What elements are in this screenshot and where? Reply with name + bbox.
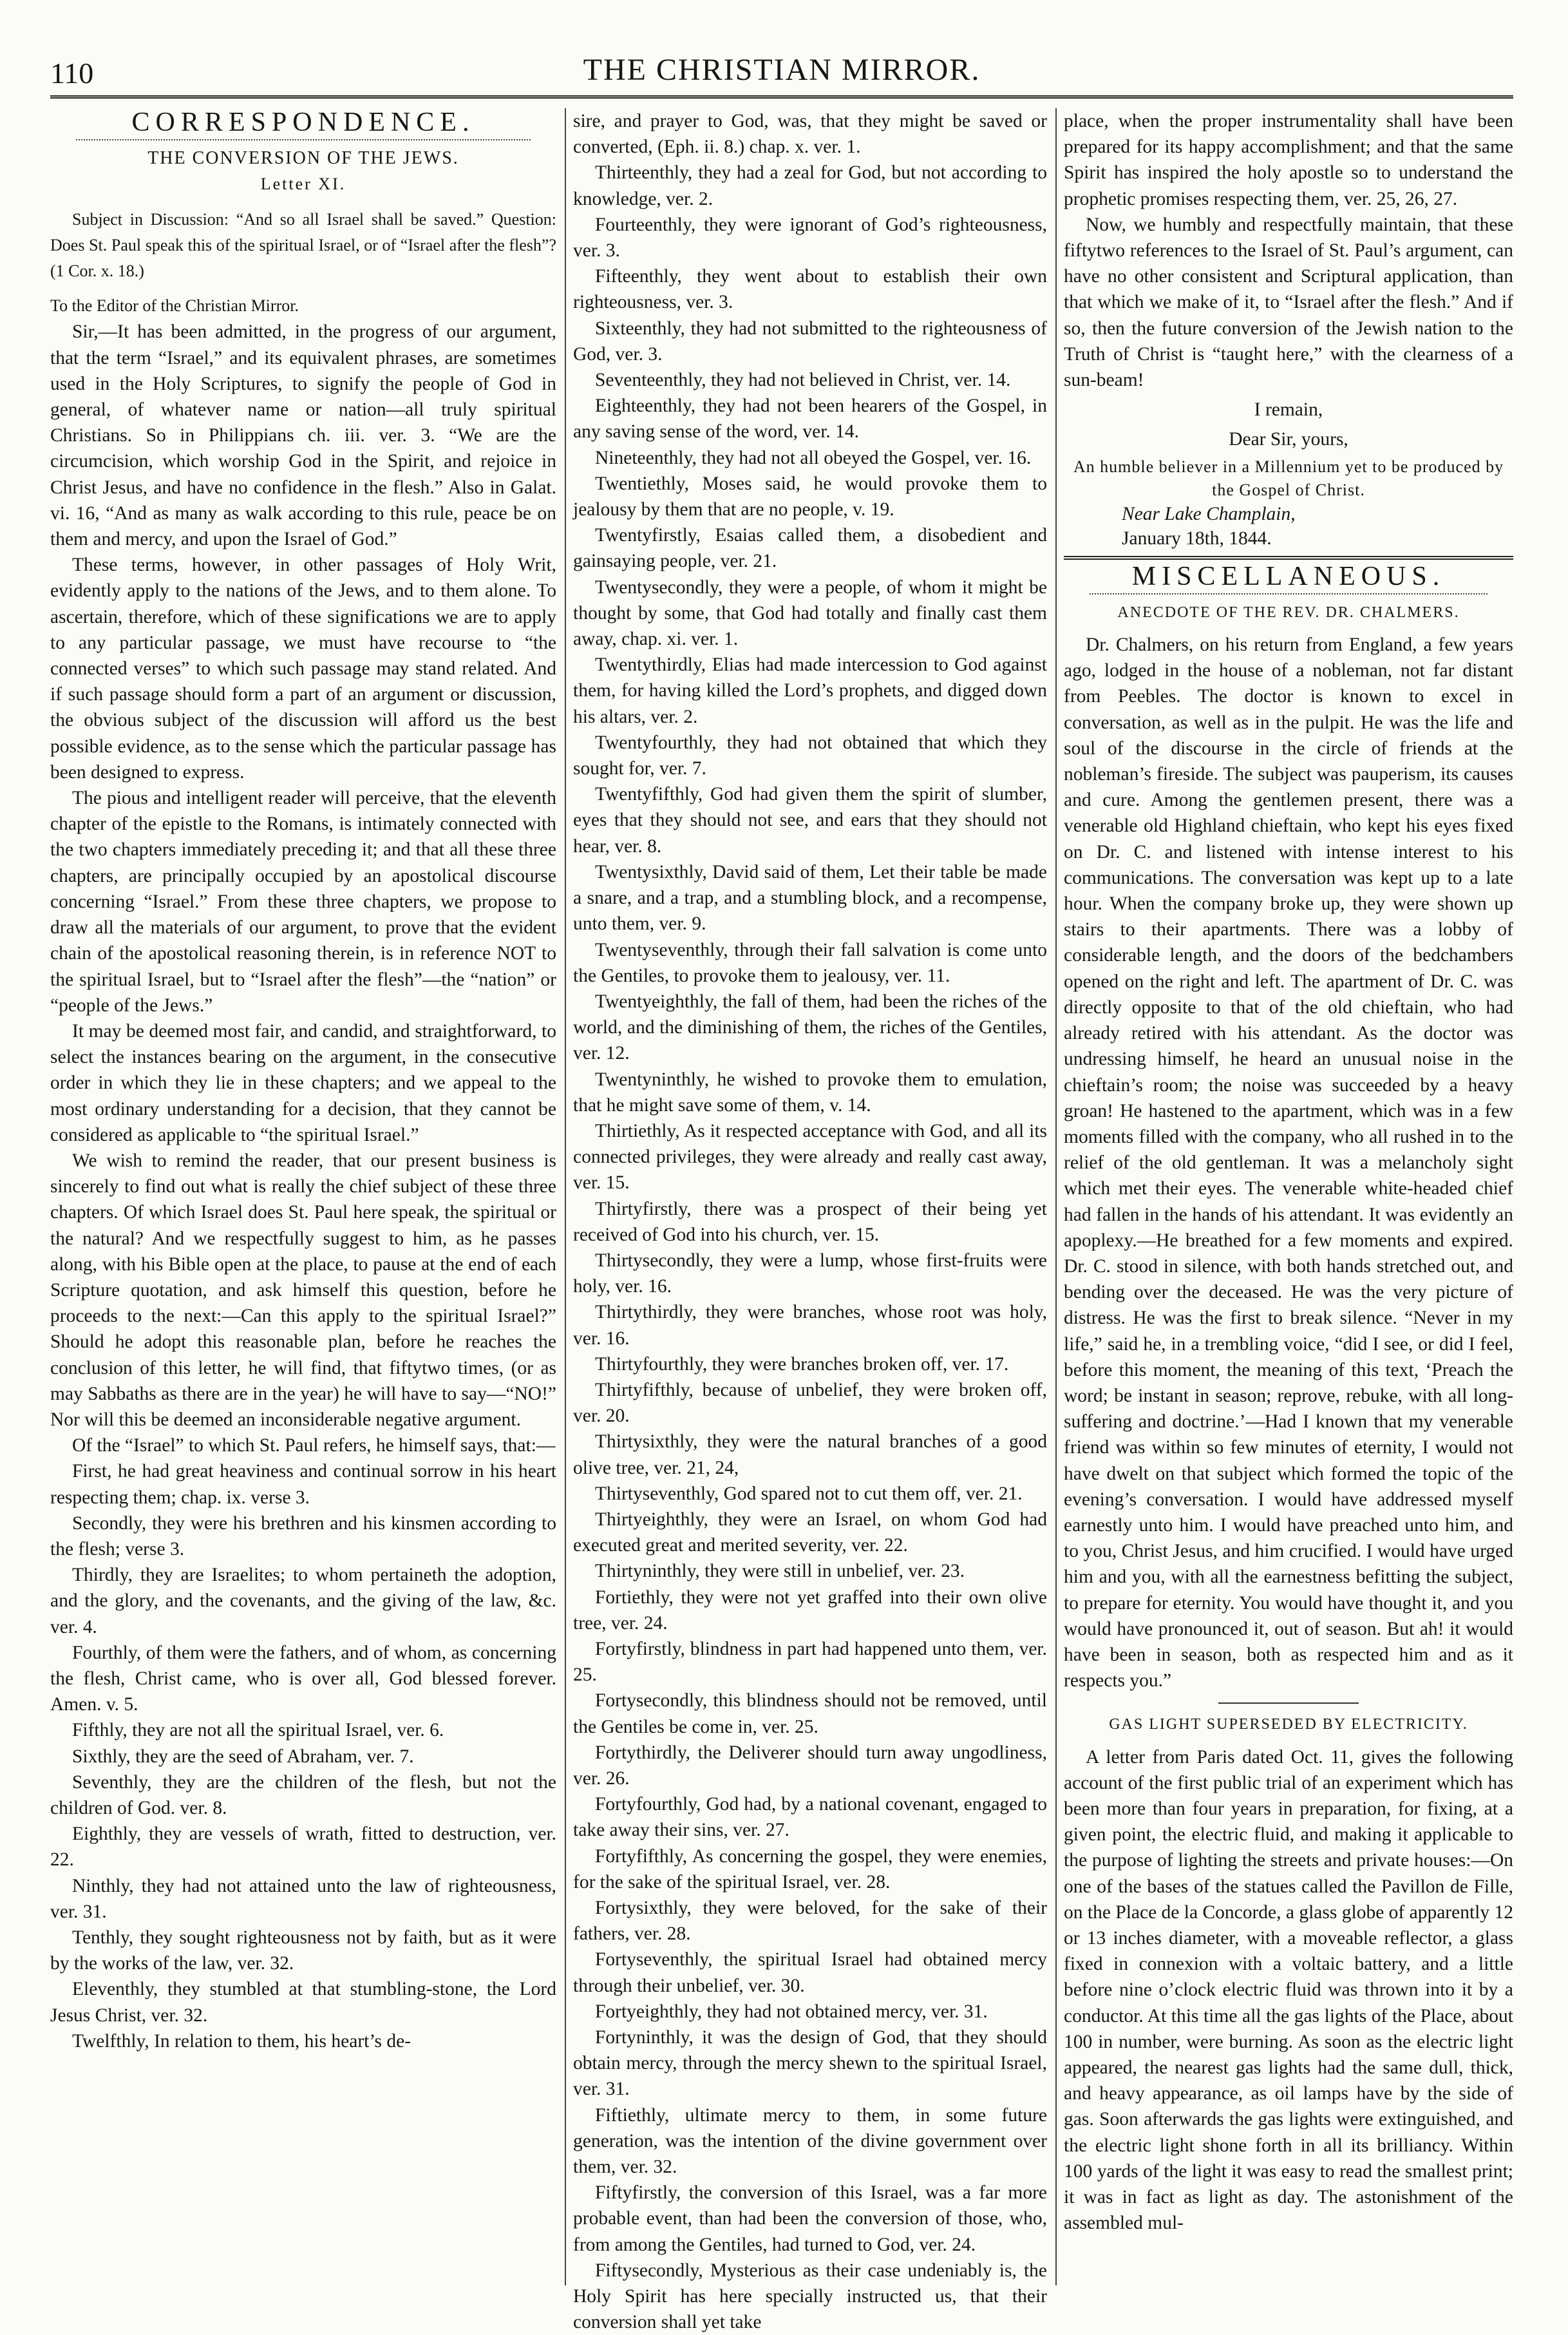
paragraph: Twentyseventhly, through their fall salvation is come unto the Gentiles, to provoke them to jealousy, ver. 11. — [573, 939, 1047, 986]
paragraph: Twentyfourthly, they had not obtained that which they sought for, ver. 7. — [573, 732, 1047, 779]
publication-title: THE CHRISTIAN MIRROR. — [583, 53, 981, 87]
paragraph: Twelfthly, In relation to them, his heart’s de- — [72, 2030, 411, 2052]
paragraph: Fiftysecondly, Mysterious as their case undeniably is, the Holy Spirit has here specially instructed us, that their conversion shall yet take — [573, 2260, 1047, 2333]
signature-closing: I remain, — [1254, 399, 1323, 421]
paragraph: Eighthly, they are vessels of wrath, fitted to destruction, ver. 22. — [50, 1824, 556, 1871]
paragraph: Of the “Israel” to which St. Paul refers, he himself says, that:— — [72, 1435, 556, 1456]
paragraph: Thirdly, they are Israelites; to whom pertaineth the adoption, and the glory, and the covenants, and the giving of the law, &c. ver. 4. — [50, 1565, 556, 1637]
paragraph: Twentyninthly, he wished to provoke them to emulation, that he might save some of them, v. 14. — [573, 1069, 1047, 1116]
short-rule — [1218, 1702, 1359, 1704]
paragraph: Fortyfourthly, God had, by a national covenant, engaged to take away their sins, ver. 27. — [573, 1794, 1047, 1841]
paragraph: Thirtyninthly, they were still in unbelief, ver. 23. — [595, 1561, 965, 1582]
paragraph: A letter from Paris dated Oct. 11, gives the following account of the first public trial of an experiment which has been more than four years in preparation, for fixing, at a given point, the electric fluid, and making it applicable to the purpose of lighting the streets and private houses:—On one of the bases of the statues called the Pavillon de Fille, on the Place de la Concorde, a glass globe of apparently 12 or 13 inches diameter, with a moveable reflector, a glass fixed in connexion with a voltaic battery, and a little before nine o’clock electric fluid was thrown into it by a conductor. At this time all the gas lights of the Place, about 100 in number, were burning. As soon as the electric light appeared, the nearest gas lights had the same dull, thick, and heavy appearance, as oil lamps have by the side of gas. Soon afterwards the gas lights were extinguished, and the electric light shone forth in all its brilliancy. Within 100 yards of the light it was easy to read the smallest print; it was in fact as light as day. The astonishment of the assembled mul- — [1064, 1746, 1513, 2234]
paragraph: Fortiethly, they were not yet graffed into their own olive tree, ver. 24. — [573, 1587, 1047, 1634]
paragraph: Fortyninthly, it was the design of God, that they should obtain mercy, through the mercy shewn to the spiritual Israel, ver. 31. — [573, 2027, 1047, 2100]
page-number: 110 — [50, 57, 94, 90]
dotted-rule — [76, 139, 531, 140]
subject-line: Subject in Discussion: “And so all Israel shall be saved.” Question: Does St. Paul speak this of the spiritual Israel, or of “Israel after the flesh”? (1 Cor. x. 18.) — [50, 209, 556, 281]
paragraph: Thirtyfifthly, because of unbelief, they were broken off, ver. 20. — [573, 1379, 1047, 1427]
signature-signer: An humble believer in a Millennium yet to be produced by the Gospel of Christ. — [1073, 457, 1504, 499]
paragraph: Twentysixthly, David said of them, Let their table be made a snare, and a trap, and a stumbling block, and a recompense, unto them, ver. 9. — [573, 861, 1047, 935]
paragraph: Seventeenthly, they had not believed in Christ, ver. 14. — [595, 370, 1011, 391]
paragraph: Fortyfifthly, As concerning the gospel, they were enemies, for the sake of the spiritual Israel, ver. 28. — [573, 1845, 1047, 1892]
paragraph: Twentyeighthly, the fall of them, had been the riches of the world, and the diminishing of them, the riches of the Gentiles, ver. 12. — [573, 991, 1047, 1064]
letter-number: Letter XI. — [260, 175, 346, 194]
paragraph: The pious and intelligent reader will perceive, that the eleventh chapter of the epistle to the Romans, is intimately connected with the two chapters immediately preceding it; and that all these three chapters, are principally occupied by an apostolical discourse concerning “Israel.” From these three chapters, we propose to draw all the materials of our argument, to prove that the evident chain of the apostolical reasoning therein, is in reference NOT to the spiritual Israel, but to “Israel after the flesh”—the “nation” or “people of the Jews.” — [50, 788, 556, 1016]
paragraph: place, when the proper instrumentality shall have been prepared for its happy accomplishment; and that the same Spirit has inspired the holy apostle so to understand the prophetic promises respecting them, ver. 25, 26, 27. — [1064, 111, 1513, 209]
paragraph: Fortythirdly, the Deliverer should turn away ungodliness, ver. 26. — [573, 1742, 1047, 1789]
paragraph: Thirtyseventhly, God spared not to cut them off, ver. 21. — [595, 1483, 1023, 1504]
paragraph: Fortyeighthly, they had not obtained mercy, ver. 31. — [595, 2001, 988, 2022]
paragraph: Thirtyeighthly, they were an Israel, on whom God had executed great and merited severity, ver. 22. — [573, 1509, 1047, 1556]
paragraph: Twentyfifthly, God had given them the spirit of slumber, eyes that they should not see, and ears that they should not hear, ver. 8. — [573, 784, 1047, 857]
column-3 — [1064, 108, 1513, 2285]
paragraph: Eleventhly, they stumbled at that stumbling-stone, the Lord Jesus Christ, ver. 32. — [50, 1979, 556, 2026]
double-rule — [1064, 556, 1513, 560]
paragraph: Twentyfirstly, Esaias called them, a disobedient and gainsaying people, ver. 21. — [573, 525, 1047, 572]
paragraph: Thirteenthly, they had a zeal for God, but not according to knowledge, ver. 2. — [573, 162, 1047, 209]
paragraph: Fortyseventhly, the spiritual Israel had obtained mercy through their unbelief, ver. 30. — [573, 1949, 1047, 1996]
paragraph: Seventhly, they are the children of the flesh, but not the children of God. ver. 8. — [50, 1771, 556, 1818]
newspaper-page — [50, 45, 1513, 2333]
paragraph: Now, we humbly and respectfully maintain, that these fiftytwo references to the Israel of St. Paul’s argument, can have no other consistent and Scriptural application, than that which we make of it, to “Israel after the flesh.” And if so, then the future conversion of the Jewish nation to the Truth of Christ is “taught here,” with the clearness of a sun-beam! — [1064, 214, 1513, 391]
paragraph: Fourthly, of them were the fathers, and of whom, as concerning the flesh, Christ came, who is over all, God blessed forever. Amen. v. 5. — [50, 1642, 556, 1715]
paragraph: Fifteenthly, they went about to establish their own righteousness, ver. 3. — [573, 266, 1047, 313]
paragraph: Thirtyfourthly, they were branches broken off, ver. 17. — [595, 1353, 1009, 1375]
column-divider — [565, 108, 566, 2285]
paragraph: Thirtysixthly, they were the natural branches of a good olive tree, ver. 21, 24, — [573, 1431, 1047, 1478]
paragraph: Tenthly, they sought righteousness not by faith, but as it were by the works of the law, ver. 32. — [50, 1927, 556, 1974]
paragraph: Thirtysecondly, they were a lump, whose first-fruits were holy, ver. 16. — [573, 1250, 1047, 1297]
article-title: THE CONVERSION OF THE JEWS. — [147, 148, 459, 169]
paragraph: It may be deemed most fair, and candid, and straightforward, to select the instances bearing on the argument, in the consecutive order in which they lie in these chapters; and we appeal to the most ordinary understanding for a decision, that they cannot be considered as applicable to “the spiritual Israel.” — [50, 1020, 556, 1145]
dotted-rule — [1090, 593, 1488, 595]
section-title-miscellaneous: MISCELLANEOUS. — [1131, 561, 1446, 591]
paragraph: Ninthly, they had not attained unto the law of righteousness, ver. 31. — [50, 1875, 556, 1922]
paragraph: These terms, however, in other passages of Holy Writ, evidently apply to the nations of the Jews, and to them alone. To ascertain, therefore, which of these significations we are to apply to any particular passage, we must have recourse to “the connected verses” to which such passage may stand related. And if such passage should form a part of an argument or discussion, the obvious subject of the discussion will afford us the best possible evidence, as to the sense which the particular passage has been designed to express. — [50, 555, 556, 783]
paragraph: We wish to remind the reader, that our present business is sincerely to find out what is really the chief subject of these three chapters. Of which Israel does St. Paul here speak, the spiritual or the natural? And we respectfully suggest to him, as he passes along, with his Bible open at the place, to pause at the end of each Scripture quotation, and ask himself this question, before he proceeds to the next:—Can this apply to the spiritual Israel?” Should he adopt this reasonable plan, before he reaches the conclusion of this letter, he will find, that fiftytwo times, (or as may Sabbaths as there are in the year) he will have to say—“NO!” Nor will this be deemed an inconsiderable negative argument. — [50, 1150, 556, 1430]
paragraph: Secondly, they were his brethren and his kinsmen according to the flesh; verse 3. — [50, 1512, 556, 1559]
column-1 — [50, 108, 556, 2285]
paragraph: Fiftyfirstly, the conversion of this Israel, was a far more probable event, than had been the conversion of those, who, from among the Gentiles, had turned to God, ver. 24. — [573, 2182, 1047, 2255]
paragraph: Twentythirdly, Elias had made intercession to God against them, for having killed the Lord’s prophets, and digged down his altars, ver. 2. — [573, 654, 1047, 727]
paragraph: Fortysixthly, they were beloved, for the sake of their fathers, ver. 28. — [573, 1898, 1047, 1945]
paragraph: Thirtiethly, As it respected acceptance with God, and all its connected privileges, they were already and really cast away, ver. 15. — [573, 1120, 1047, 1194]
paragraph: Sir,—It has been admitted, in the progress of our argument, that the term “Israel,” and its equivalent phrases, are sometimes used in the Holy Scriptures, to signify the people of God in general, of whatever name or nation—all truly spiritual Christians. So in Philippians ch. iii. ver. 3. “We are the circumcision, which worship God in the Spirit, and rejoice in Christ Jesus, and have no confidence in the flesh.” Also in Galat. vi. 16, “And as many as walk according to this rule, peace be on them and mercy, and upon the Israel of God.” — [50, 321, 556, 550]
signature-date: January 18th, 1844. — [1122, 528, 1272, 549]
paragraph: Thirtyfirstly, there was a prospect of their being yet received of God into his church, ver. 15. — [573, 1198, 1047, 1245]
paragraph: Fortysecondly, this blindness should not be removed, until the Gentiles be come in, ver. 25. — [573, 1690, 1047, 1737]
paragraph: Nineteenthly, they had not all obeyed the Gospel, ver. 16. — [595, 447, 1032, 468]
paragraph: Sixteenthly, they had not submitted to the righteousness of God, ver. 3. — [573, 318, 1047, 365]
paragraph: Sixthly, they are the seed of Abraham, ver. 7. — [72, 1746, 414, 1767]
paragraph: Fifthly, they are not all the spiritual Israel, ver. 6. — [72, 1720, 444, 1741]
header-rule — [50, 95, 1513, 101]
signature-place: Near Lake Champlain, — [1122, 503, 1296, 524]
paragraph: sire, and prayer to God, was, that they might be saved or converted, (Eph. ii. 8.) chap. x. ver. 1. — [573, 111, 1047, 158]
addressee: To the Editor of the Christian Mirror. — [50, 296, 299, 316]
paragraph: Eighteenthly, they had not been hearers of the Gospel, in any saving sense of the word, ver. 14. — [573, 396, 1047, 443]
column-divider — [1055, 108, 1057, 2285]
paragraph: Twentiethly, Moses said, he would provoke them to jealousy by them that are no people, v. 19. — [573, 473, 1047, 520]
paragraph: Dr. Chalmers, on his return from England, a few years ago, lodged in the house of a nobleman, not far distant from Peebles. The doctor is known to excel in conversation, as well as in the pulpit. He was the life and soul of the discourse in the circle of friends at the nobleman’s fireside. The subject was pauperism, its causes and cure. Among the gentlemen present, there was a venerable old Highland chieftain, who kept his eyes fixed on Dr. C. and listened with intense interest to his communications. The conversation was kept up to a late hour. When the company broke up, they were shown up stairs to their apartments. There was a lobby of considerable length, and the doors of the bedchambers opened on the right and left. The apartment of Dr. C. was directly opposite to that of the old chieftain, who had already retired with his attendant. As the doctor was undressing himself, he heard an unusual noise in the chieftain’s room; the noise was succeeded by a heavy groan! He hastened to the apartment, which was in a few moments filled with the company, who all rushed in to the relief of the old gentleman. It was a melancholy sight which met their eyes. The venerable white-headed chief had fallen in the hands of his attendant. It was evidently an apoplexy.—He breathed for a few moments and expired. Dr. C. stood in silence, with both hands stretched out, and bending over the deceased. He was the very picture of distress. He was the first to break silence. “Never in my life,” said he, in a trembling voice, “did I see, or did I feel, before this moment, the meaning of this text, ‘Preach the word; be instant in season; reprove, rebuke, with all long-suffering and doctrine.’—Had I known that my venerable friend was within so few minutes of eternity, I would not have dwelt on that subject which formed the topic of the evening’s conversation. I would have addressed myself earnestly unto him. I would have preached unto him, and to you, Christ Jesus, and him crucified. I would have urged him and you, with all the earnestness befitting the subject, to prepare for eternity. You would have thought it, and you would have pronounced it, out of season. But ah! it would have been in season, both as respected him and as it respects you.” — [1064, 634, 1513, 1692]
anecdote-title: ANECDOTE OF THE REV. DR. CHALMERS. — [1117, 604, 1460, 621]
paragraph: Fiftiethly, ultimate mercy to them, in some future generation, was the intention of the divine government over them, ver. 32. — [573, 2104, 1047, 2178]
paragraph: Fortyfirstly, blindness in part had happened unto them, ver. 25. — [573, 1638, 1047, 1686]
paragraph: First, he had great heaviness and continual sorrow in his heart respecting them; chap. ix. verse 3. — [50, 1461, 556, 1508]
running-header — [50, 45, 1513, 90]
paragraph: Fourteenthly, they were ignorant of God’s righteousness, ver. 3. — [573, 214, 1047, 262]
gas-light-title: GAS LIGHT SUPERSEDED BY ELECTRICITY. — [1109, 1716, 1468, 1733]
paragraph: Thirtythirdly, they were branches, whose root was holy, ver. 16. — [573, 1302, 1047, 1349]
paragraph: Twentysecondly, they were a people, of whom it might be thought by some, that God had totally and finally cast them away, chap. xi. ver. 1. — [573, 577, 1047, 650]
signature-salutation: Dear Sir, yours, — [1229, 429, 1348, 450]
section-title-correspondence: CORRESPONDENCE. — [131, 108, 475, 137]
column-2 — [573, 108, 1047, 2333]
